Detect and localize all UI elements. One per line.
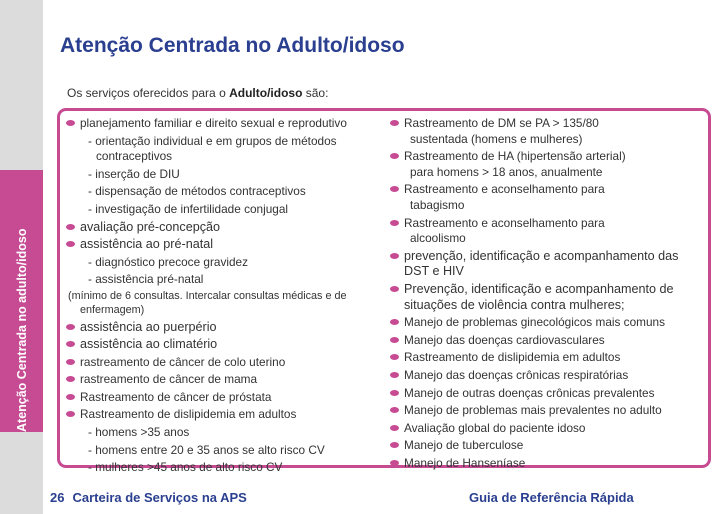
footer-left (50, 490, 247, 505)
bullet-icon (390, 390, 399, 396)
list-item (390, 368, 715, 383)
section-side-label: Atenção Centrada no adulto/idoso (15, 228, 29, 432)
bullet-icon (390, 337, 399, 343)
item-text: planejamento familiar e direito sexual e reprodutivo (80, 116, 347, 130)
bullet-icon (390, 354, 399, 360)
intro-before: Os serviços oferecidos para o (67, 86, 230, 100)
item-text: Rastreamento e aconselhamento para (404, 182, 605, 197)
sub-item: - dispensação de métodos contraceptivos (88, 184, 306, 199)
bullet-icon (390, 286, 399, 292)
item-text: Rastreamento de HA (hipertensão arterial) (404, 149, 626, 164)
item-text: Prevenção, identificação e acompanhamento de (404, 281, 674, 296)
bullet-icon (390, 120, 399, 126)
bullet-icon (390, 153, 399, 159)
sub-item: - investigação de infertilidade conjugal (88, 201, 289, 216)
intro-bold: Adulto/idoso (229, 86, 303, 100)
list-item (390, 216, 715, 231)
note-line: (mínimo de 6 consultas. Intercalar consultas médicas e de (68, 289, 347, 302)
item-text: Manejo de problemas mais prevalentes no adulto (404, 403, 662, 418)
item-text: Avaliação global do paciente idoso (404, 420, 586, 435)
note-text (66, 290, 366, 317)
item-text: Manejo de Hanseníase (404, 455, 526, 470)
list-item (390, 456, 715, 471)
bullet-icon (390, 319, 399, 325)
list-item (390, 438, 715, 453)
bullet-icon (66, 341, 75, 347)
item-text: Manejo das doenças crônicas respiratórias (404, 367, 629, 382)
list-item (66, 337, 366, 352)
item-text: Rastreamento de dislipidemia em adultos (404, 350, 621, 365)
list-item (66, 220, 366, 235)
item-text: prevenção, identificação e acompanhamento das (404, 248, 679, 263)
list-item (66, 372, 366, 387)
list-item (390, 116, 715, 131)
intro-after: são: (302, 86, 329, 100)
bullet-icon (66, 120, 75, 126)
item-cont: tabagismo (410, 197, 465, 212)
item-text: assistência ao climatério (80, 337, 218, 352)
bullet-icon (390, 425, 399, 431)
list-item (66, 237, 366, 252)
bullet-icon (66, 241, 75, 247)
list-item (66, 320, 366, 335)
item-text: Rastreamento de câncer de próstata (80, 389, 272, 404)
sub-item: - homens entre 20 e 35 anos se alto risco CV (88, 442, 325, 457)
item-text: rastreamento de câncer de colo uterino (80, 354, 286, 369)
item-text: Rastreamento de DM se PA > 135/80 (404, 116, 599, 130)
list-item (66, 390, 366, 405)
item-text: assistência ao pré-natal (80, 237, 214, 252)
bullet-icon (390, 220, 399, 226)
item-cont: sustentada (homens e mulheres) (410, 131, 583, 146)
list-item (390, 350, 715, 365)
bullet-icon (66, 224, 75, 230)
list-item (390, 386, 715, 401)
bullet-icon (390, 442, 399, 448)
intro-text (67, 86, 328, 100)
list-item (390, 333, 715, 348)
bullet-icon (66, 359, 75, 365)
item-text: assistência ao puerpério (80, 319, 217, 334)
bullet-icon (390, 186, 399, 192)
item-text: avaliação pré-concepção (80, 219, 221, 234)
item-text: Manejo de outras doenças crônicas prevalentes (404, 385, 655, 400)
bullet-icon (390, 253, 399, 259)
bullet-icon (390, 460, 399, 466)
list-item (390, 149, 715, 164)
page-number: 26 (50, 490, 65, 505)
item-cont: para homens > 18 anos, anualmente (410, 164, 603, 179)
list-item (390, 182, 715, 197)
list-item (66, 355, 366, 370)
bullet-icon (66, 324, 75, 330)
bullet-icon (66, 376, 75, 382)
list-item (66, 407, 366, 422)
list-item (390, 421, 715, 436)
item-text: Manejo de tuberculose (404, 438, 524, 453)
bullet-icon (66, 411, 75, 417)
right-column (390, 116, 715, 473)
sub-item: - assistência pré-natal (88, 272, 204, 287)
item-text: rastreamento de câncer de mama (80, 372, 258, 387)
item-text: Manejo das doenças cardiovasculares (404, 332, 605, 347)
sub-item: - orientação individual e em grupos de métodos (88, 133, 337, 148)
sub-item: - diagnóstico precoce gravidez (88, 254, 249, 269)
bullet-icon (390, 372, 399, 378)
item-cont: alcoolismo (410, 231, 466, 246)
list-item (390, 249, 715, 264)
footer-right: Guia de Referência Rápida (469, 490, 634, 505)
item-text: Manejo de problemas ginecológicos mais comuns (404, 315, 665, 330)
sub-item: - mulheres >45 anos de alto risco CV (88, 460, 283, 475)
page-title: Atenção Centrada no Adulto/idoso (60, 34, 405, 57)
left-column (66, 116, 366, 478)
item-text: Rastreamento e aconselhamento para (404, 215, 605, 230)
item-text: Rastreamento de dislipidemia em adultos (80, 407, 297, 422)
list-item (390, 282, 715, 297)
bullet-icon (66, 394, 75, 400)
sub-item: - homens >35 anos (88, 425, 190, 440)
list-item (66, 116, 366, 131)
item-cont: DST e HIV (404, 264, 464, 279)
list-item (390, 315, 715, 330)
list-item (390, 403, 715, 418)
item-cont: situações de violência contra mulheres; (404, 297, 625, 312)
footer-left-text: Carteira de Serviços na APS (72, 490, 247, 505)
sub-item-cont: contraceptivos (96, 149, 173, 164)
sub-item: - inserção de DIU (88, 166, 180, 181)
bullet-icon (390, 407, 399, 413)
note-line: enfermagem) (80, 303, 145, 316)
